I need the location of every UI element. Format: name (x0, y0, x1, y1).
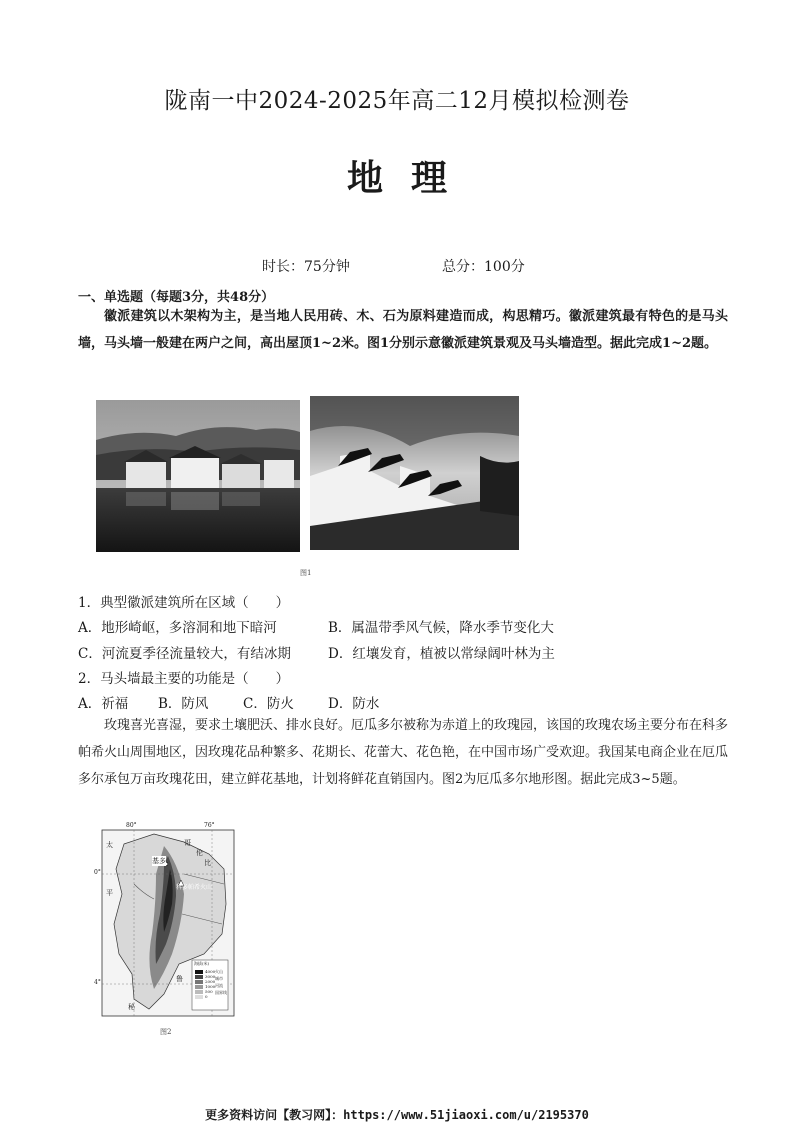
q1-option-b[interactable]: B．属温带季风气候，降水季节变化大 (328, 620, 554, 636)
passage-ecuador-roses: 玫瑰喜光喜湿，要求土壤肥沃、排水良好。厄瓜多尔被称为赤道上的玫瑰园，该国的玫瑰农场主要分布在科多帕希火山周围地区，因玫瑰花品种繁多、花期长、花蕾大、花色艳，在中国市场广受欢迎。我国某电商企业在厄瓜多尔承包万亩玫瑰花田，建立鲜花基地，计划将鲜花直销国内。图2为厄瓜多尔地形图。据此完成3~5题。 (78, 718, 729, 787)
map-label-quito: 基多 (152, 857, 166, 865)
q1-option-d[interactable]: D．红壤发育，植被以常绿阔叶林为主 (328, 646, 555, 662)
map-legend-500: 500 (205, 989, 213, 994)
map-legend-river: 河流 (215, 983, 223, 988)
map-label-ocean-1: 太 (106, 841, 113, 849)
footer-link[interactable]: 更多资料访问【教习网】：https://www.51jiaoxi.com/u/2195370 (205, 1108, 589, 1122)
q1-option-c[interactable]: C．河流夏季径流量较大，有结冰期 (78, 646, 291, 662)
figure1-caption: 图1 (300, 569, 312, 577)
map-legend-city: 城市 (215, 976, 223, 981)
q1-stem: 1．典型徽派建筑所在区域（ ） (78, 595, 290, 611)
q2-option-d[interactable]: D．防水 (328, 696, 380, 712)
q2-option-b[interactable]: B．防风 (158, 696, 209, 712)
passage-huizhou: 徽派建筑以木架构为主，是当地人民用砖、木、石为原料建造而成，构思精巧。徽派建筑最有特色的是马头墙，马头墙一般建在两户之间，高出屋顶1~2米。图1分别示意徽派建筑景观及马头墙造型。据此完成1~2题。 (78, 309, 728, 351)
map-legend-title: 海拔(米) (194, 961, 210, 966)
q2-stem: 2．马头墙最主要的功能是（ ） (78, 671, 290, 687)
map-lat-0: 0° (94, 869, 101, 876)
map-legend-1000: 1000 (205, 984, 216, 989)
map-lat-4: 4° (94, 979, 101, 986)
map-lon-76: 76° (204, 822, 215, 829)
exam-title: 陇南一中2024-2025年高二12月模拟检测卷 (164, 88, 630, 114)
map-legend-border: 国界线 (215, 990, 227, 995)
exam-total-score: 总分：100分 (442, 259, 525, 275)
map-label-colombia-3: 比 (204, 859, 211, 867)
section-heading: 一、单选题（每题3分，共48分） (78, 290, 275, 305)
map-label-ocean-2: 平 (106, 889, 113, 897)
map-label-volcano: 科多帕希火山 (176, 884, 213, 891)
map-legend-volcano: 火山 (215, 969, 223, 974)
map-label-peru-2: 鲁 (176, 975, 183, 983)
map-label-colombia-1: 哥 (184, 839, 191, 847)
q2-option-c[interactable]: C．防火 (243, 696, 294, 712)
map-label-peru-1: 秘 (128, 1003, 135, 1011)
q2-option-a[interactable]: A．祈福 (78, 696, 129, 712)
photo-huizhou-village (96, 400, 300, 552)
map-legend-0: 0 (205, 994, 208, 999)
map-lon-80: 80° (126, 822, 137, 829)
figure2-caption: 图2 (160, 1028, 172, 1036)
subject-title: 地理 (346, 158, 475, 199)
exam-duration: 时长：75分钟 (262, 259, 350, 275)
map-label-colombia-2: 伦 (196, 849, 203, 857)
map-legend-2000: 2000 (205, 979, 216, 984)
q1-option-a[interactable]: A．地形崎岖，多溶洞和地下暗河 (78, 620, 277, 636)
photo-horse-head-wall (310, 396, 519, 550)
figure2-ecuador-map (94, 824, 238, 1020)
map-legend-4000: 4000 (205, 969, 216, 974)
map-legend-3000: 3000 (205, 974, 216, 979)
